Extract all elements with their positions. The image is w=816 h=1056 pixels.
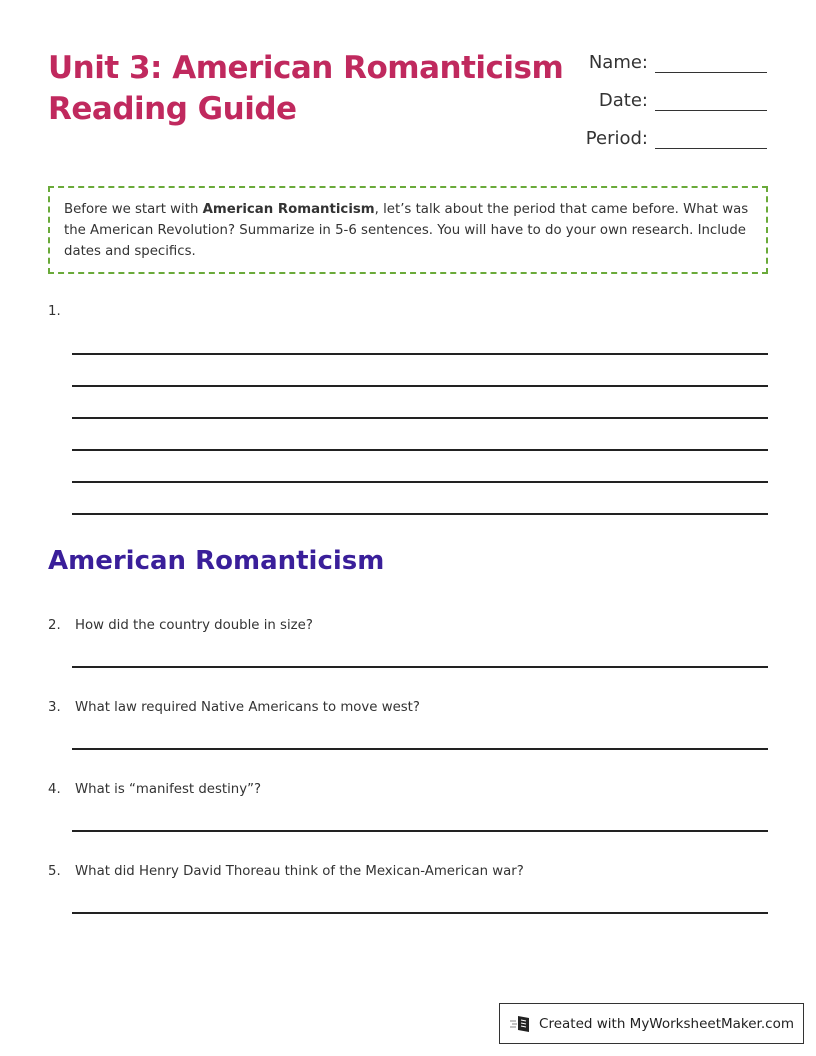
instructions-box [48,186,768,274]
question-2 [48,618,313,633]
answer-line[interactable] [72,666,768,668]
instructions-text [50,188,766,273]
question-3 [48,700,420,715]
name-label: Name: [588,52,648,73]
answer-line[interactable] [72,912,768,914]
answer-line[interactable] [72,449,768,451]
intro-text-start: Before we start with [64,202,203,217]
question-number: 4. [48,782,61,797]
intro-bold: American Romanticism [202,202,375,217]
question-1-number: 1. [48,304,61,319]
name-blank[interactable] [655,52,767,73]
answer-line[interactable] [72,417,768,419]
answer-line[interactable] [72,385,768,387]
title-line-1: Unit 3: American Romanticism [48,50,564,86]
title-line-2: Reading Guide [48,91,297,127]
section-heading: American Romanticism [48,546,385,576]
footer-badge[interactable] [499,1003,804,1044]
period-blank[interactable] [655,128,767,149]
question-4 [48,782,261,797]
period-field[interactable] [586,128,767,149]
answer-line[interactable] [72,748,768,750]
question-text: What law required Native Americans to move west? [75,700,420,715]
intro-text-end: , let’s talk about the period that came before. What was the American Revolution? Summarize in 5-6 sentences. You will have to do your own research. Include dates and specifics. [64,202,749,259]
answer-line[interactable] [72,481,768,483]
question-number: 2. [48,618,61,633]
date-field[interactable] [599,90,767,111]
answer-line[interactable] [72,830,768,832]
question-text: What is “manifest destiny”? [75,782,262,797]
period-label: Period: [585,128,648,149]
answer-line[interactable] [72,353,768,355]
question-number: 5. [48,864,61,879]
worksheet-title [48,48,563,130]
date-label: Date: [598,90,648,111]
question-text: What did Henry David Thoreau think of the Mexican-American war? [75,864,524,879]
question-5 [48,864,524,879]
worksheet-logo-icon [509,1014,533,1034]
answer-line[interactable] [72,513,768,515]
footer-text[interactable]: Created with MyWorksheetMaker.com [539,1015,794,1032]
question-number: 3. [48,700,61,715]
date-blank[interactable] [655,90,767,111]
name-field[interactable] [589,52,767,73]
question-text: How did the country double in size? [75,618,313,633]
